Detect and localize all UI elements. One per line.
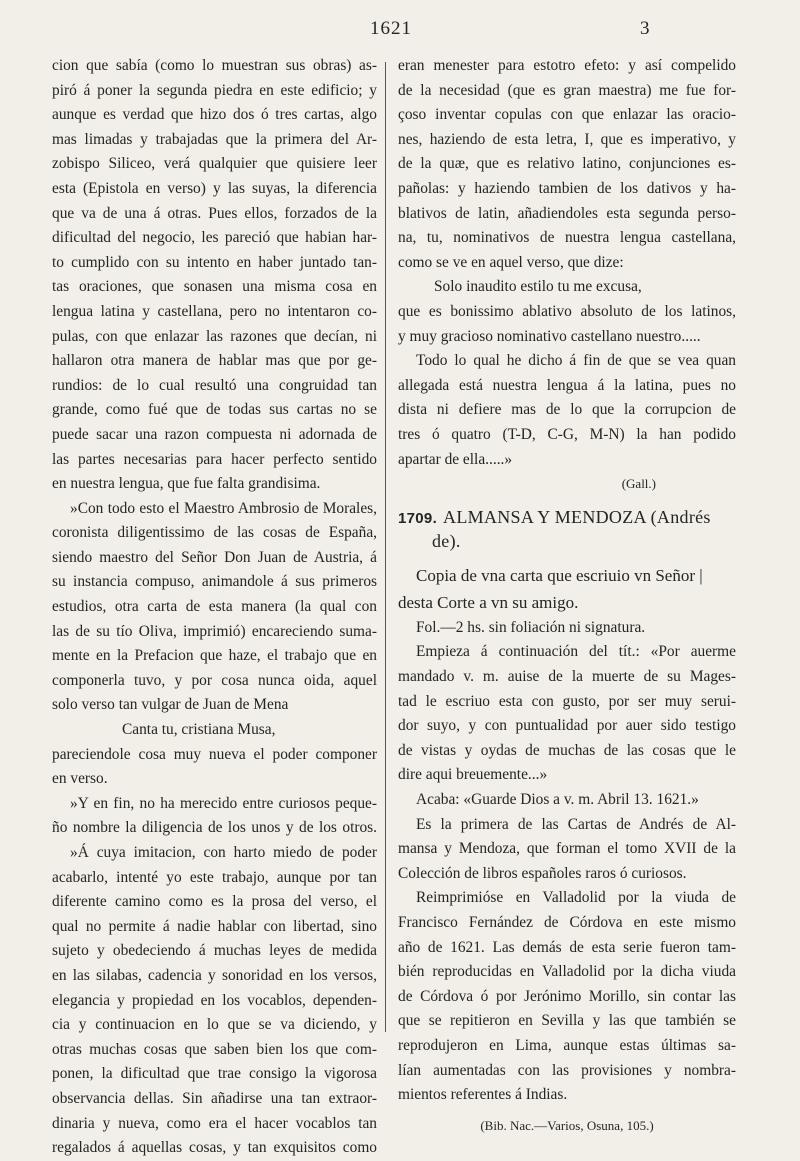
text-line: nes, haziendo de esta letra, I, que es imperativo, y [398,130,736,148]
text-line: dinaria y nueva, como era el hacer vocablos tan [52,1114,377,1132]
text-line: que se repitieron en Sevilla y las que también se [398,1012,736,1030]
text-line: Es la primera de las Cartas de Andrés de Al- [416,815,736,833]
text-line: lían aumentadas con las provisiones y nombra- [398,1061,736,1079]
text-line: puede sacar una razon compuesta ni adornada de [52,425,377,443]
text-line: solo verso tan vulgar de Juan de Mena [52,696,289,714]
text-line: de vistas y oydas de muchas de las cosas que le [398,741,736,759]
text-line: componerla tuvo, y por cosa nunca oida, aquel [52,671,377,689]
text-line: su instancia compuso, animandole á sus primeros [52,573,377,591]
text-line: apartar de ella.....» [398,450,513,468]
text-line: cia y continuacion en lo que se va diciendo, y [52,1016,377,1034]
text-line: mansa y Mendoza, que forman el tomo XVII de la [398,840,736,858]
text-line: mente en la Prefacion que haze, el trabajo que en [52,647,377,665]
entry-author-cont: de). [432,531,461,552]
text-line: to cumplido con su intento en haber juntado tan- [52,253,377,271]
text-line: sujeto y obedeciendo á muchas leyes de medida [52,942,377,960]
text-line: elegancia y propiedad en los vocablos, dependen- [52,991,377,1009]
text-line: y muy gracioso nominativo castellano nuestro..... [398,327,701,345]
text-line: piró á poner la segunda piedra en este edificio; y [52,81,377,99]
text-line: qual no permite á nadie hablar con libertad, sino [52,917,377,935]
page-header [0,18,800,48]
text-line: de Córdova ó por Jerónimo Morillo, sin contar las [398,987,736,1005]
text-line: grande, como fué que de todas sus cartas no se [52,401,377,419]
text-line: en las silabas, cadencia y sonoridad en los versos, [52,966,377,984]
text-line: que es bonissimo ablativo absoluto de los latinos, [398,302,736,320]
text-line: Canta tu, cristiana Musa, [122,721,276,739]
text-line: pañolas: y haziendo tambien de los dativos y ha- [398,179,736,197]
text-line: Empieza á continuación del tít.: «Por auerme [416,643,736,661]
entry-title-line2: desta Corte a vn su amigo. [398,592,579,612]
text-line: mandado v. m. auise de la muerte de su Mages- [398,668,736,686]
text-line: dificultad del negocio, les pareció que habian har- [52,229,377,247]
text-line: Reimprimióse en Valladolid por la viuda de [416,889,736,907]
text-line: tad le escriuo esta con gusto, por ser muy serui- [398,692,736,710]
text-line: diferente camino como es la prosa del verso, el [52,893,377,911]
text-line: tres ó quatro (T-D, C-G, M-N) la han podido [398,425,736,443]
text-line: las partes necesarias para hacer perfecto sentido [52,450,377,468]
text-line: siendo maestro del Señor Don Juan de Austria, á [52,548,377,566]
text-line: en nuestra lengua, que fue falta grandisima. [52,475,321,493]
text-line: coronista diligentissimo de las cosas de España, [52,524,377,542]
entry-description [398,616,736,1108]
text-line: observancia dellas. Sin añadirse una tan extraor- [52,1089,377,1107]
right-column [398,54,736,1138]
text-line: pareciendole cosa muy nueva el poder componer [52,745,377,763]
text-line: »Á cuya imitacion, con harto miedo de poder [70,844,377,861]
running-head-year: 1621 [370,18,412,39]
text-line: ponen, la dificultad que trae consigo la vigorosa [52,1065,377,1083]
text-line: tas oraciones, que sonasen una misma cosa en [52,278,377,296]
entry-source: (Bib. Nac.—Varios, Osuna, 105.) [480,1117,654,1133]
text-line: çoso inventar copulas con que enlazar las oracio- [398,106,736,124]
entry-author: ALMANSA Y MENDOZA (Andrés [443,506,711,527]
quoted-text-continuation [398,54,736,472]
text-line: Solo inaudito estilo tu me excusa, [434,278,642,296]
text-line: de la quæ, que es relativo latino, conjunciones es- [398,155,736,173]
text-line: las de su tío Oliva, imprimió) encareciendo suma- [52,622,377,640]
text-line: otras muchas cosas que saben bien los que com- [52,1040,377,1058]
text-line: mas limadas y trabajadas que la primera del Ar- [52,130,377,148]
text-line: estudios, otra carta de esta manera (la qual con [52,598,377,616]
text-line: regalados á aquellas cosas, y tan exquisitos como [52,1139,377,1157]
text-line: como se ve en aquel verso, que dize: [398,253,624,271]
text-line: hallaron otra manera de hablar mas que por ge- [52,352,377,370]
text-line: esta (Epistola en verso) y las suyas, la diferencia [52,179,377,197]
text-line: »Y en fin, no ha merecido entre curiosos peque- [70,794,377,812]
column-divider [385,62,386,1032]
text-line: lengua latina y castellana, pero no intentaron co- [52,302,377,320]
text-line: zobispo Siliceo, verá qualquier que quisiere leer [52,155,377,173]
text-line: de la necesidad (que es gran maestra) me fue for- [398,81,736,99]
text-line: ño nombre la diligencia de los unos y de los otros. [52,819,377,837]
text-line: aunque es verdad que hizo dos ó tres cartas, algo [52,106,377,124]
entry-number: 1709. [398,509,438,527]
text-line: reprodujeron en Lima, aunque estas últimas sa- [398,1036,736,1054]
text-line: na, tu, nominativos de nuestra lengua castellana, [398,229,736,247]
text-line: Francisco Fernández de Córdova en este mismo [398,914,736,931]
entry-title-line1: Copia de vna carta que escriuio vn Señor | [416,565,703,585]
source-citation: (Gall.) [621,476,656,492]
text-line: eran menester para estotro efeto: y así compelido [398,57,736,74]
text-line: pulas, con que enlazar las razones que decían, ni [52,327,377,345]
text-line: Acaba: «Guarde Dios a v. m. Abril 13. 1621.» [416,791,699,809]
text-line: año de 1621. Las demás de esta serie fueron tam- [398,938,736,956]
text-line: allegada está nuestra lengua á la latina, pues no [398,376,736,394]
text-line: »Con todo esto el Maestro Ambrosio de Morales, [70,499,377,517]
bibliographic-entry [398,505,736,1139]
left-column [52,54,377,1161]
text-line: Todo lo qual he dicho á fin de que se vea quan [416,352,736,370]
text-line: acabarlo, intenté yo este trabajo, aunque por tan [52,868,377,886]
page-number: 3 [640,18,650,39]
text-line: blativos de latin, añadiendoles esta segunda perso- [398,204,736,222]
text-line: que va de una á otras. Pues ellos, forzados de la [52,204,377,222]
text-line: Fol.—2 hs. sin foliación ni signatura. [416,618,646,636]
text-line: dor suyo, y con puntualidad por auer sido testigo [398,717,736,735]
text-line: Colección de libros españoles raros ó curiosos. [398,864,687,882]
text-line: mientos referentes á Indias. [398,1086,568,1104]
text-line: dire aqui breuemente...» [398,766,548,784]
text-line: bién reproducidas en Valladolid por la dicha viuda [398,963,736,981]
text-line: dista ni defiere mas de lo que la corrupcion de [398,401,736,419]
text-line: cion que sabía (como lo muestran sus obras) as- [52,57,377,74]
entry-heading [398,505,736,530]
text-line: rundios: de lo cual resultó una congruidad tan [52,376,377,394]
text-line: en verso. [52,770,108,788]
